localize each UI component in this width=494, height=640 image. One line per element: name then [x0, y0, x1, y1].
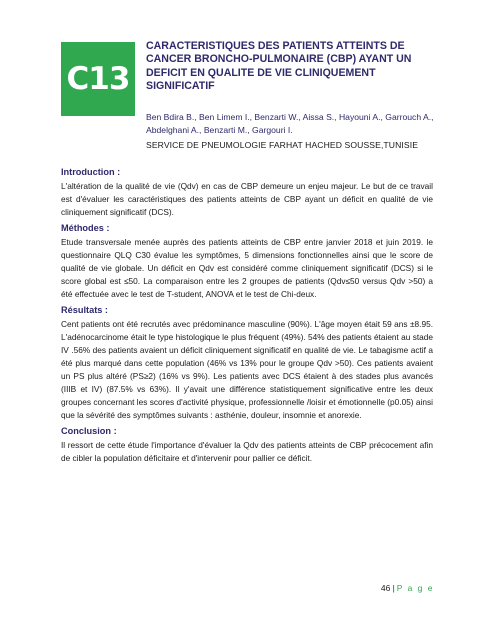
section-heading: Résultats :	[61, 305, 108, 315]
section-introduction	[61, 165, 433, 219]
abstract-code: C13	[66, 61, 130, 97]
section-heading: Conclusion :	[61, 426, 117, 436]
page-footer	[378, 583, 434, 593]
abstract-code-badge	[61, 42, 135, 116]
authors-list: Ben Bdira B., Ben Limem I., Benzarti W., Aissa S., Hayouni A., Garrouch A., Abdelghani A., Benzarti M., Gargouri I.	[146, 112, 434, 135]
section-text: Etude transversale menée auprès des patients atteints de CBP entre janvier 2018 et juin 2019. le questionnaire QLQ C30 évalue les symptômes, 5 dimensions fonctionnelles ainsi que le score de qualité de vie globale. Un déficit en Qdv est considéré comme cliniquement significatif (DCS) si le score global est ≤50. La comparaison entre les 2 groupes de patients (Qdv≤50 versus Qdv >50) a été effectuée avec le test de T-student, ANOVA et le test de Chi-deux.	[61, 237, 433, 299]
section-text: Il ressort de cette étude l'importance d'évaluer la Qdv des patients atteints de CBP précocement afin de cibler la population déficitaire et d'intervenir pour pallier ce déficit.	[61, 440, 433, 463]
section-heading: Méthodes :	[61, 223, 110, 233]
page-number: 46	[380, 583, 391, 593]
service-affiliation: SERVICE DE PNEUMOLOGIE FARHAT HACHED SOUSSE,TUNISIE	[146, 140, 419, 150]
section-resultats	[61, 303, 433, 422]
page-label: P a g e	[396, 583, 434, 593]
abstract-title: CARACTERISTIQUES DES PATIENTS ATTEINTS DE CANCER BRONCHO-PULMONAIRE (CBP) AYANT UN DEFICIT EN QUALITE DE VIE CLINIQUEMENT SIGNIFICATIF	[146, 40, 412, 93]
section-text: Cent patients ont été recrutés avec prédominance masculine (90%). L'âge moyen était 59 ans ±8.95. L'adénocarcinome était le type histologique le plus fréquent (49%). 54% des patients étaient au stade IV .56% des patients avaient un déficit cliniquement significatif en qualité de vie. Le tabagisme actif a été plus marqué dans cette population (46% vs 13% pour le groupe Qdv >50). Ces patients avaient un PS plus altéré (PS≥2) (16% vs 9%). Les patients avec DCS étaient à des stades plus avancés (IIIB et IV) (87.5% vs 63%). Il y'avait une différence statistiquement significative entre les deux groupes concernant les scores d'activité physique, professionnelle /loisir et émotionnelle (p0.05) ainsi que la sévérité des symptômes suivants : asthénie, douleur, insomnie et anorexie.	[61, 319, 433, 420]
abstract-body	[61, 165, 433, 467]
section-methodes	[61, 221, 433, 301]
section-heading: Introduction :	[61, 167, 121, 177]
section-text: L'altération de la qualité de vie (Qdv) en cas de CBP demeure un enjeu majeur. Le but de ce travail est d'évaluer les caractéristiques des patients atteints de CBP ayant un déficit en qualité de vie cliniquement significatif (DCS).	[61, 181, 433, 217]
section-conclusion	[61, 424, 433, 465]
footer-separator: |	[392, 583, 395, 593]
